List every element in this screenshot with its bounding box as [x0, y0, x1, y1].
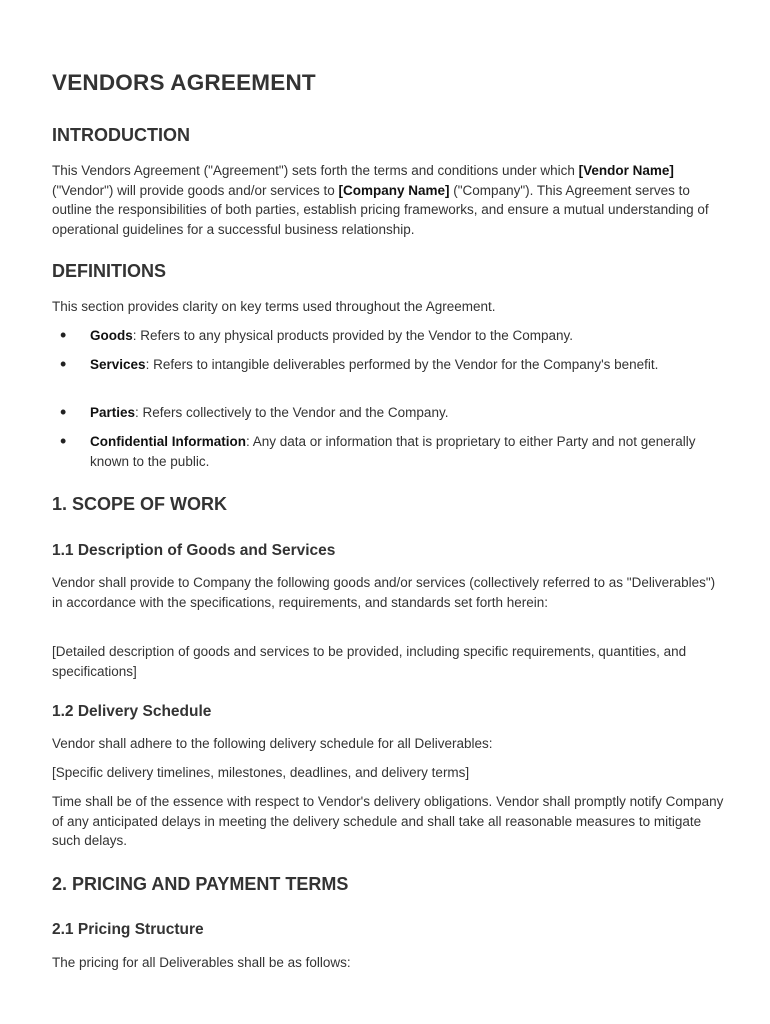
section-2-1-heading: 2.1 Pricing Structure: [52, 921, 204, 938]
section-1-2-paragraph: Vendor shall adhere to the following delivery schedule for all Deliverables:: [52, 736, 493, 751]
bullet-icon: •: [60, 431, 67, 451]
vendor-name-placeholder: [Vendor Name]: [578, 163, 674, 178]
definitions-heading: DEFINITIONS: [52, 261, 167, 281]
introduction-heading: INTRODUCTION: [52, 125, 190, 145]
bullet-icon: •: [60, 402, 67, 422]
section-1-2-heading: 1.2 Delivery Schedule: [52, 703, 212, 720]
definition-item-confidential-information: • Confidential Information: Any data or information that is proprietary to either Party and not generally known to the public.: [60, 431, 696, 469]
definition-item-parties: • Parties: Refers collectively to the Vendor and the Company.: [60, 402, 449, 422]
section-2-1-paragraph: The pricing for all Deliverables shall be as follows:: [52, 955, 351, 970]
bullet-icon: •: [60, 354, 67, 374]
company-name-placeholder: [Company Name]: [338, 182, 450, 198]
scope-of-work-heading: 1. SCOPE OF WORK: [52, 494, 228, 514]
delivery-terms-placeholder: [Specific delivery timelines, milestones, deadlines, and delivery terms]: [52, 765, 470, 780]
section-1-1-paragraph: Vendor shall provide to Company the following goods and/or services (collectively referred to as "Deliverables") in accordance with the specifications, requirements, and standards set forth herein:: [52, 575, 716, 610]
delivery-obligations-paragraph: Time shall be of the essence with respect to Vendor's delivery obligations. Vendor shall promptly notify Company of any anticipated delays in meeting the delivery schedule and shall take all reasonable measures to mitigate such delays.: [52, 794, 724, 849]
deliverables-placeholder: [Detailed description of goods and services to be provided, including specific requirements, quantities, and specifications]: [52, 644, 687, 679]
definition-item-goods: • Goods: Refers to any physical products provided by the Vendor to the Company.: [60, 325, 573, 345]
section-1-1-heading: 1.1 Description of Goods and Services: [52, 542, 336, 559]
document-title: VENDORS AGREEMENT: [52, 70, 316, 95]
definitions-intro: This section provides clarity on key terms used throughout the Agreement.: [52, 299, 496, 314]
definition-item-services: • Services: Refers to intangible deliverables performed by the Vendor for the Company's benefit.: [60, 354, 659, 374]
pricing-heading: 2. PRICING AND PAYMENT TERMS: [52, 874, 349, 894]
introduction-paragraph: This Vendors Agreement ("Agreement") sets forth the terms and conditions under which [Vendor Name] ("Vendor") will provide goods and/or services to [Company Name] ("Company"). This Agreement serves to outline the responsibilities of both parties, establish pricing frameworks, and ensure a mutual understanding of operational guidelines for a successful business relationship.: [52, 163, 709, 237]
bullet-icon: •: [60, 325, 67, 345]
